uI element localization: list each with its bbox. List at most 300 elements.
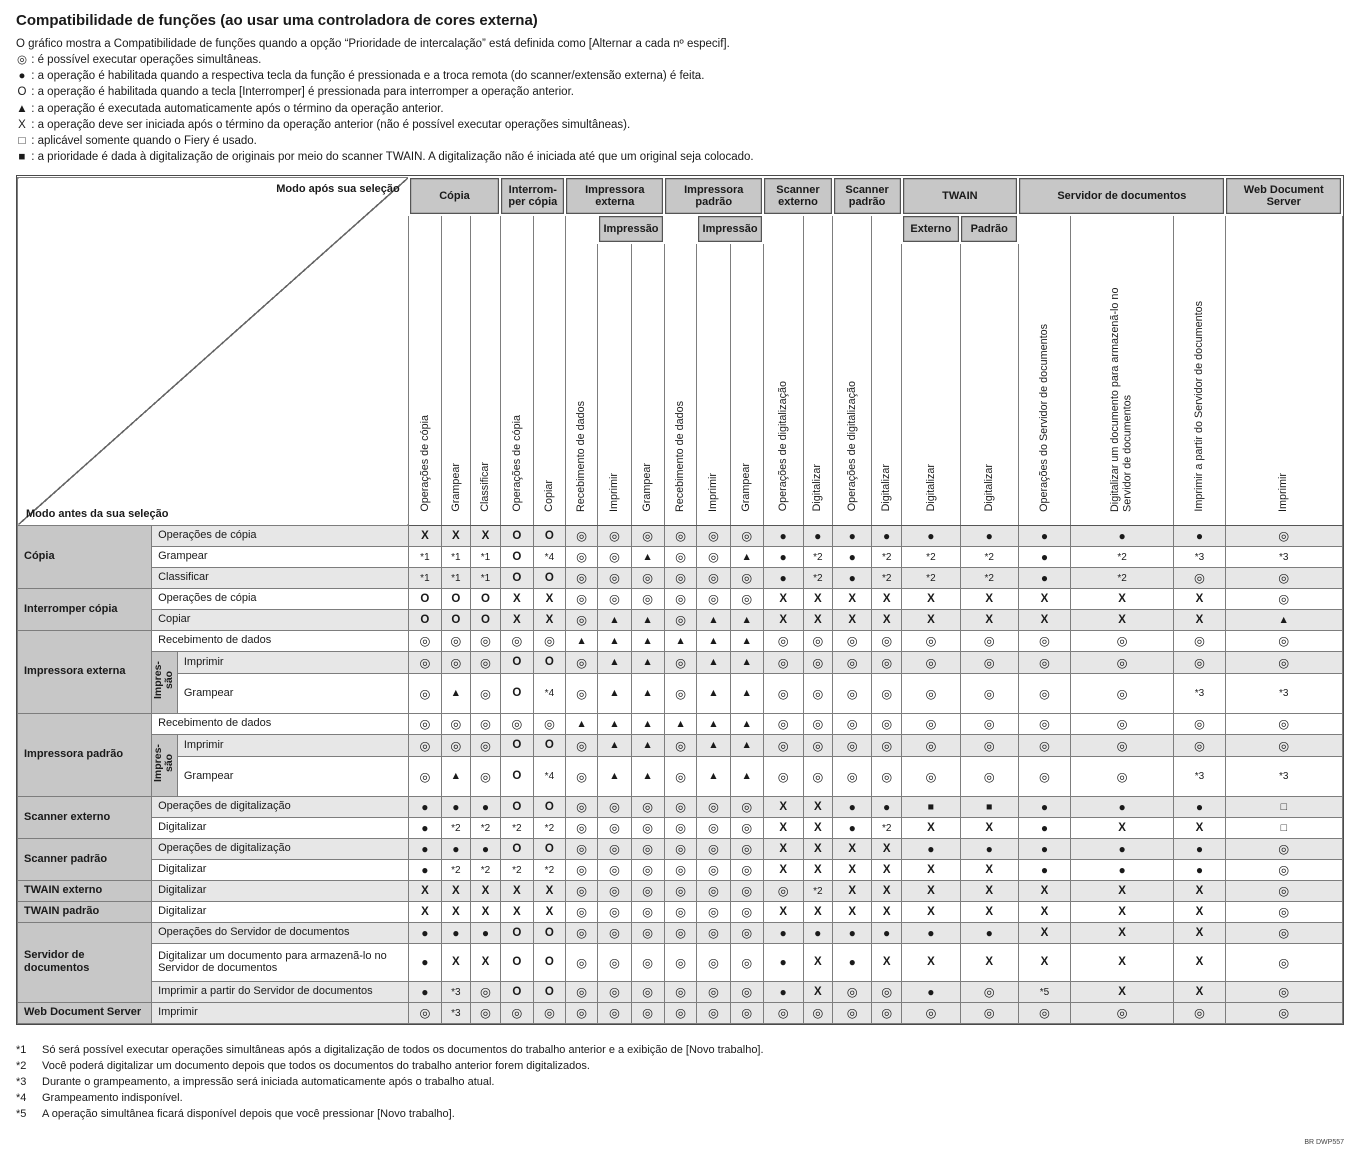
cell-symbol: ◎	[419, 634, 431, 649]
cell-symbol: *2	[984, 551, 994, 563]
matrix-cell	[763, 546, 803, 567]
matrix-cell	[730, 630, 763, 651]
matrix-cell	[902, 817, 961, 838]
matrix-cell	[471, 922, 501, 943]
matrix-cell	[441, 901, 471, 922]
cell-symbol: ▲	[642, 717, 653, 730]
cell-symbol: ◎	[1278, 634, 1290, 649]
cell-symbol: ◎	[675, 655, 686, 670]
cell-symbol: ◎	[1038, 717, 1050, 732]
cell-symbol: ■	[986, 800, 993, 813]
matrix-cell	[1225, 609, 1342, 630]
col-rotated-label	[697, 243, 730, 525]
cell-symbol: ▲	[741, 770, 752, 783]
matrix-cell	[803, 734, 833, 756]
matrix-cell	[471, 838, 501, 859]
cell-symbol: ▲	[609, 717, 620, 730]
cell-symbol: ●	[1118, 799, 1126, 814]
matrix-cell	[471, 756, 501, 796]
matrix-cell	[565, 734, 597, 756]
matrix-cell	[960, 651, 1018, 673]
cell-symbol: ◎	[608, 550, 620, 565]
matrix-cell	[803, 630, 833, 651]
matrix-cell	[533, 630, 565, 651]
matrix-cell	[803, 651, 833, 673]
cell-symbol: ◎	[1278, 985, 1290, 1000]
cell-symbol: ◎	[846, 655, 858, 670]
cell-symbol: ●	[985, 925, 993, 940]
cell-symbol: ▲	[708, 687, 719, 700]
matrix-cell	[763, 1002, 803, 1023]
matrix-cell	[631, 673, 664, 713]
matrix-cell	[533, 609, 565, 630]
cell-symbol: ◎	[642, 884, 654, 899]
matrix-cell	[565, 1002, 597, 1023]
row-group-label: TWAIN externo	[18, 880, 152, 901]
cell-symbol: ●	[779, 570, 787, 585]
cell-symbol: ◎	[608, 926, 620, 941]
footnote-text: Grampeamento indisponível.	[42, 1092, 183, 1105]
matrix-cell	[500, 673, 533, 713]
footnote-item	[16, 1043, 1344, 1058]
cell-symbol: ◎	[707, 821, 719, 836]
table-row	[18, 1002, 1343, 1023]
cell-symbol: *1	[451, 551, 461, 563]
matrix-cell	[1225, 567, 1342, 588]
matrix-cell	[1018, 734, 1070, 756]
cell-symbol: ◎	[576, 571, 587, 586]
matrix-cell	[631, 567, 664, 588]
cell-symbol: X	[882, 613, 891, 626]
cell-symbol: ◎	[1278, 717, 1290, 732]
matrix-cell	[565, 901, 597, 922]
matrix-cell	[1174, 981, 1226, 1002]
cell-symbol: *2	[881, 551, 892, 563]
cell-symbol: ◎	[881, 655, 893, 670]
matrix-cell	[872, 1002, 902, 1023]
cell-symbol: ●	[1040, 549, 1049, 564]
row-label: Grampear	[152, 546, 409, 567]
matrix-cell	[631, 796, 664, 817]
matrix-cell	[872, 838, 902, 859]
matrix-cell	[1071, 630, 1174, 651]
cell-symbol: ◎	[1194, 655, 1205, 670]
matrix-cell	[1225, 1002, 1342, 1023]
matrix-cell	[533, 943, 565, 981]
cell-symbol: ◎	[812, 634, 824, 649]
table-row	[18, 981, 1343, 1002]
table-body	[18, 525, 1343, 1023]
legend-separator: :	[28, 54, 38, 66]
cell-symbol: ◎	[642, 842, 654, 857]
matrix-cell	[631, 756, 664, 796]
cell-symbol: ●	[1040, 799, 1049, 814]
cell-symbol: ●	[848, 570, 856, 585]
col-group-header: Scanner externo	[763, 177, 832, 215]
matrix-cell	[409, 567, 441, 588]
cell-symbol: ◎	[983, 985, 995, 1000]
cell-symbol: ◎	[1278, 571, 1290, 586]
cell-symbol: ▲	[642, 739, 653, 752]
matrix-cell	[960, 609, 1018, 630]
col-label-text: Operações de cópia	[510, 415, 523, 512]
cell-symbol: X	[813, 821, 822, 834]
matrix-cell	[1225, 588, 1342, 609]
cell-symbol: ▲	[609, 687, 620, 700]
cell-symbol: ◎	[675, 1006, 686, 1021]
table-row	[18, 756, 1343, 796]
matrix-cell	[500, 943, 533, 981]
cell-symbol: ◎	[777, 686, 789, 701]
cell-symbol: O	[512, 550, 522, 563]
matrix-cell	[697, 525, 730, 546]
matrix-cell	[471, 796, 501, 817]
matrix-cell	[533, 734, 565, 756]
row-label: Digitalizar um documento para armazenã-lo no Servidor de documentos	[152, 943, 409, 981]
matrix-cell	[1018, 567, 1070, 588]
cell-symbol: ◎	[675, 686, 686, 701]
matrix-cell	[598, 588, 631, 609]
col-label-text: Grampear	[740, 463, 753, 512]
matrix-cell	[833, 588, 872, 609]
cell-symbol: X	[481, 956, 490, 969]
matrix-cell	[471, 880, 501, 901]
matrix-cell	[697, 1002, 730, 1023]
table-row	[18, 901, 1343, 922]
cell-symbol: X	[848, 905, 857, 918]
matrix-cell	[1071, 673, 1174, 713]
matrix-cell	[1225, 546, 1342, 567]
cell-symbol: X	[927, 863, 935, 876]
matrix-cell	[565, 673, 597, 713]
matrix-cell	[471, 588, 501, 609]
cell-symbol: O	[512, 529, 522, 542]
col-label-text: Imprimir	[707, 472, 720, 512]
legend-item	[16, 102, 1344, 117]
cell-symbol: X	[545, 884, 554, 897]
cell-symbol: X	[1195, 884, 1204, 897]
cell-symbol: ◎	[675, 613, 686, 628]
cell-symbol: ◎	[675, 863, 686, 878]
cell-symbol: X	[513, 592, 521, 605]
legend-item	[16, 134, 1344, 149]
cell-symbol: ◎	[777, 769, 789, 784]
matrix-cell	[664, 981, 697, 1002]
cell-symbol: *2	[1117, 572, 1127, 584]
col-group-header: Web Document Server	[1225, 177, 1342, 215]
legend-symbol: ▲	[16, 102, 28, 115]
matrix-cell	[872, 525, 902, 546]
matrix-cell	[872, 546, 902, 567]
matrix-cell	[1225, 838, 1342, 859]
matrix-cell	[441, 546, 471, 567]
cell-symbol: ◎	[741, 926, 753, 941]
cell-symbol: ◎	[576, 738, 587, 753]
cell-symbol: ◎	[741, 529, 753, 544]
cell-symbol: ▲	[642, 613, 653, 626]
matrix-cell	[697, 943, 730, 981]
col-group-header: Servidor de documentos	[1018, 177, 1225, 215]
matrix-cell	[441, 756, 471, 796]
matrix-cell	[409, 734, 441, 756]
table-row	[18, 734, 1343, 756]
matrix-cell	[902, 673, 961, 713]
cell-symbol: ◎	[576, 905, 587, 920]
col-label-text: Grampear	[449, 463, 462, 512]
cell-symbol: X	[1118, 884, 1126, 897]
legend-symbol: ◎	[16, 54, 28, 66]
matrix-cell	[500, 651, 533, 673]
matrix-cell	[664, 673, 697, 713]
matrix-cell	[872, 713, 902, 734]
cell-symbol: X	[1195, 956, 1204, 969]
col-rotated-label	[598, 243, 631, 525]
cell-symbol: ▲	[642, 656, 653, 669]
matrix-cell	[1071, 817, 1174, 838]
matrix-cell	[631, 651, 664, 673]
matrix-cell	[872, 609, 902, 630]
table-row	[18, 713, 1343, 734]
footnote-item	[16, 1091, 1344, 1106]
matrix-cell	[763, 756, 803, 796]
cell-symbol: O	[481, 613, 490, 626]
col-rotated-label	[631, 243, 664, 525]
cell-symbol: X	[882, 956, 891, 969]
cell-symbol: ◎	[983, 686, 995, 701]
matrix-cell	[697, 630, 730, 651]
matrix-cell	[872, 901, 902, 922]
cell-symbol: ●	[481, 925, 490, 940]
matrix-cell	[872, 981, 902, 1002]
cell-symbol: *2	[1117, 551, 1127, 563]
cell-symbol: ●	[848, 528, 856, 543]
cell-symbol: X	[985, 905, 994, 918]
matrix-cell	[664, 943, 697, 981]
matrix-cell	[533, 1002, 565, 1023]
legend-text: a prioridade é dada à digitalização de originais por meio do scanner TWAIN. A digitalização não é iniciada até que um original seja colocado.	[37, 151, 754, 164]
cell-symbol: ●	[421, 984, 429, 999]
matrix-cell	[803, 880, 833, 901]
col-rotated-label	[960, 243, 1018, 525]
cell-symbol: ●	[421, 820, 429, 835]
cell-symbol: X	[813, 842, 822, 855]
cell-symbol: ▲	[609, 656, 620, 669]
matrix-cell	[960, 796, 1018, 817]
cell-symbol: ●	[452, 799, 460, 814]
cell-symbol: ◎	[1278, 905, 1290, 920]
cell-symbol: X	[1118, 821, 1126, 834]
matrix-cell	[664, 713, 697, 734]
matrix-cell	[697, 756, 730, 796]
matrix-cell	[697, 734, 730, 756]
cell-symbol: ◎	[419, 655, 431, 670]
matrix-cell	[803, 817, 833, 838]
matrix-cell	[902, 922, 961, 943]
cell-symbol: ◎	[846, 1006, 858, 1021]
cell-symbol: ◎	[983, 1006, 995, 1021]
matrix-cell	[471, 651, 501, 673]
matrix-cell	[1071, 901, 1174, 922]
cell-symbol: X	[882, 592, 891, 605]
legend-separator: :	[28, 70, 38, 83]
cell-symbol: ◎	[576, 613, 587, 628]
row-label: Imprimir	[177, 734, 408, 756]
cell-symbol: ◎	[608, 884, 620, 899]
matrix-cell	[409, 651, 441, 673]
cell-symbol: X	[1040, 905, 1049, 918]
matrix-cell	[833, 901, 872, 922]
cell-symbol: X	[421, 884, 429, 897]
cell-symbol: ◎	[777, 738, 789, 753]
cell-symbol: X	[779, 821, 787, 834]
cell-symbol: ●	[1118, 862, 1126, 877]
matrix-cell	[730, 734, 763, 756]
matrix-cell	[441, 525, 471, 546]
cell-symbol: ◎	[642, 905, 654, 920]
matrix-cell	[664, 588, 697, 609]
cell-symbol: ●	[1040, 820, 1049, 835]
intro-text: O gráfico mostra a Compatibilidade de funções quando a opção “Prioridade de intercalação” está definida como [Alternar a cada nº especif].	[16, 38, 730, 50]
col-rotated-label	[1225, 215, 1342, 525]
legend-symbol: ■	[18, 151, 26, 164]
cell-symbol: X	[1118, 592, 1126, 605]
matrix-cell	[631, 609, 664, 630]
cell-symbol: ◎	[846, 717, 858, 732]
cell-symbol: X	[1195, 592, 1204, 605]
matrix-cell	[565, 609, 597, 630]
cell-symbol: ◎	[675, 571, 686, 586]
matrix-cell	[565, 838, 597, 859]
cell-symbol: ◎	[675, 884, 686, 899]
matrix-cell	[902, 713, 961, 734]
matrix-cell	[598, 922, 631, 943]
cell-symbol: ◎	[608, 985, 620, 1000]
matrix-cell	[500, 734, 533, 756]
matrix-cell	[664, 817, 697, 838]
matrix-cell	[471, 734, 501, 756]
matrix-cell	[471, 525, 501, 546]
cell-symbol: X	[1195, 821, 1204, 834]
cell-symbol: ◎	[576, 985, 587, 1000]
cell-symbol: X	[848, 863, 857, 876]
matrix-cell	[631, 943, 664, 981]
cell-symbol: ◎	[675, 769, 686, 784]
matrix-cell	[833, 943, 872, 981]
cell-symbol: *2	[881, 572, 892, 584]
col-label-text: Operações de digitalização	[845, 381, 858, 512]
cell-symbol: X	[452, 905, 460, 918]
matrix-cell	[598, 567, 631, 588]
cell-symbol: X	[927, 613, 935, 626]
cell-symbol: ◎	[881, 686, 893, 701]
matrix-cell	[803, 859, 833, 880]
matrix-cell	[1018, 546, 1070, 567]
matrix-cell	[833, 546, 872, 567]
cell-symbol: X	[813, 863, 822, 876]
matrix-cell	[763, 673, 803, 713]
cell-symbol: X	[779, 592, 787, 605]
matrix-cell	[960, 817, 1018, 838]
cell-symbol: ◎	[925, 686, 937, 701]
matrix-cell	[441, 943, 471, 981]
cell-symbol: X	[452, 956, 460, 969]
matrix-cell	[803, 796, 833, 817]
row-label: Grampear	[177, 673, 408, 713]
cell-symbol: ◎	[983, 717, 995, 732]
footnote-marker: *1	[16, 1043, 27, 1056]
cell-symbol: O	[512, 842, 522, 855]
cell-symbol: ▲	[609, 613, 620, 626]
cell-symbol: ◎	[1116, 686, 1128, 701]
cell-symbol: *2	[813, 885, 823, 897]
cell-symbol: ◎	[642, 800, 654, 815]
matrix-cell	[500, 567, 533, 588]
legend-text: a operação é habilitada quando a tecla [Interromper] é pressionada para interromper a operação anterior.	[37, 86, 574, 99]
legend-symbol: ●	[18, 70, 26, 83]
row-group-label: Scanner externo	[18, 796, 152, 838]
matrix-cell	[533, 525, 565, 546]
cell-symbol: ◎	[576, 655, 587, 670]
cell-symbol: ◎	[1116, 655, 1128, 670]
cell-symbol: O	[512, 926, 522, 939]
cell-symbol: *1	[420, 572, 430, 584]
cell-symbol: ●	[779, 955, 787, 970]
matrix-cell	[441, 609, 471, 630]
col-label-text: Digitalizar	[880, 464, 893, 512]
matrix-cell	[960, 713, 1018, 734]
cell-symbol: ◎	[1116, 717, 1128, 732]
row-label: Operações de cópia	[152, 588, 409, 609]
cell-symbol: ●	[848, 549, 856, 564]
matrix-cell	[409, 588, 441, 609]
matrix-cell	[902, 838, 961, 859]
matrix-cell	[598, 838, 631, 859]
cell-symbol: ◎	[1278, 863, 1290, 878]
cell-symbol: O	[512, 656, 522, 669]
cell-symbol: X	[927, 884, 935, 897]
matrix-cell	[872, 651, 902, 673]
matrix-cell	[533, 588, 565, 609]
matrix-cell	[441, 673, 471, 713]
cell-symbol: *2	[544, 864, 555, 876]
cell-symbol: ◎	[450, 655, 462, 670]
matrix-cell	[598, 713, 631, 734]
matrix-cell	[730, 859, 763, 880]
cell-symbol: ◎	[450, 634, 462, 649]
cell-symbol: □	[1280, 821, 1287, 834]
cell-symbol: ◎	[675, 592, 686, 607]
cell-symbol: ▲	[450, 687, 462, 700]
cell-symbol: ◎	[675, 842, 686, 857]
cell-symbol: ●	[814, 925, 822, 940]
matrix-cell	[902, 981, 961, 1002]
matrix-cell	[1071, 756, 1174, 796]
cell-symbol: ◎	[675, 800, 686, 815]
cell-symbol: X	[927, 821, 935, 834]
cell-symbol: ●	[883, 925, 891, 940]
cell-symbol: ◎	[675, 926, 686, 941]
matrix-cell	[565, 546, 597, 567]
matrix-cell	[598, 901, 631, 922]
matrix-cell	[803, 525, 833, 546]
cell-symbol: ◎	[1278, 529, 1290, 544]
cell-symbol: X	[1195, 905, 1204, 918]
impressao-vertical-label	[152, 734, 178, 796]
cell-symbol: ◎	[1194, 571, 1205, 586]
cell-symbol: ●	[1195, 862, 1204, 877]
cell-symbol: ◎	[675, 550, 686, 565]
row-group-label: Scanner padrão	[18, 838, 152, 880]
